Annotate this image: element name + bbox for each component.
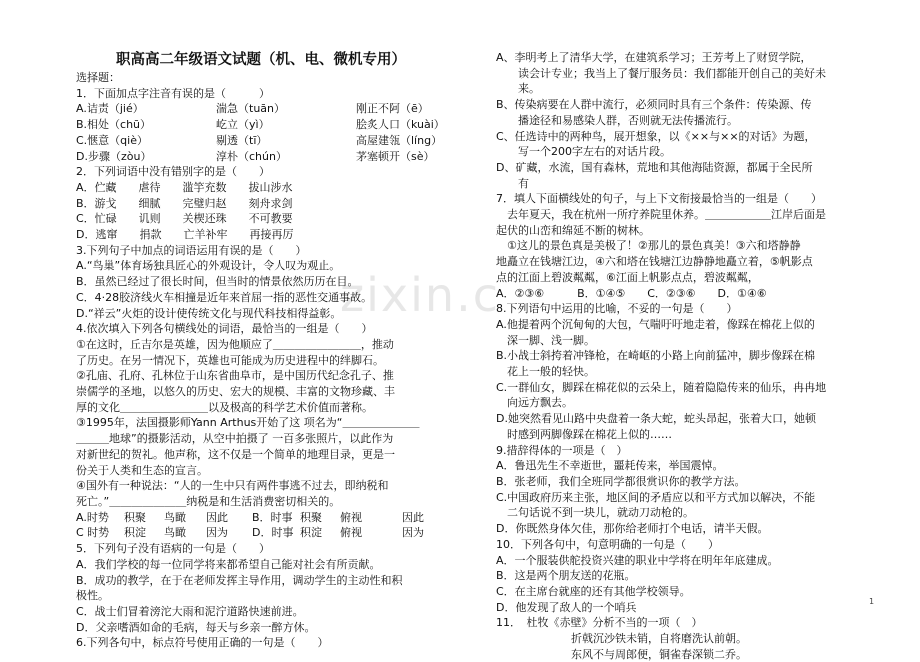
q3-option: A.“鸟巢”体育场独具匠心的外观设计，令人叹为观止。 bbox=[76, 259, 341, 273]
q9-option: A．鲁迅先生不幸逝世，噩耗传来，举国震悼。 bbox=[496, 459, 724, 473]
q9-option: D．你既然身体欠佳，那你给老师打个电话，请半天假。 bbox=[496, 522, 769, 536]
q4-passage-line: ④国外有一种说法：“人的一生中只有两件事逃不过去，即纳税和 bbox=[76, 479, 389, 493]
question-1-stem: 1．下面加点字注音有误的是（ ） bbox=[76, 86, 270, 100]
q4-option-word: 俯视 bbox=[340, 510, 362, 524]
q8-option: B.小战士斜挎着冲锋枪，在崎岖的小路上向前猛冲，脚步像踩在棉 bbox=[496, 349, 816, 363]
q2-option: D．逃窜 捐款 亡羊补牢 再接再厉 bbox=[76, 228, 294, 242]
q7-options: A．②③⑥ B．①④⑤ C．②③⑥ D．①④⑥ bbox=[496, 286, 767, 300]
q4-option-word: 因此 bbox=[206, 510, 228, 524]
q4-passage-line: 对新世纪的贺礼。他声称，这不仅是一个简单的地理目录，更是一 bbox=[76, 447, 395, 461]
q4-passage-line: 份关于人类和生态的宣言。 bbox=[76, 463, 208, 477]
q4-option-word: 鸟瞰 bbox=[164, 526, 186, 540]
q4-passage-line: ③1995年，法国摄影师Yann Arthus开始了这 项名为“＿＿＿＿＿＿＿ bbox=[76, 416, 420, 430]
q1-option: C.惬意（qiè） bbox=[76, 133, 148, 147]
question-1-options bbox=[76, 101, 476, 164]
q6-option: 有 bbox=[496, 176, 529, 190]
q4-passage-line: 了历史。在另一情况下，英雄也可能成为历史进程中的绊脚石。 bbox=[76, 353, 384, 367]
q9-option: C.中国政府历来主张，地区间的矛盾应以和平方式加以解决，不能 bbox=[496, 490, 816, 504]
q8-option: 深一脚、浅一脚。 bbox=[496, 333, 595, 347]
q1-option: B.相处（chū） bbox=[76, 118, 152, 132]
question-5-stem: 5．下列句子没有语病的一句是（ ） bbox=[76, 542, 270, 556]
q1-option: 高屋建瓴（líng） bbox=[356, 133, 443, 147]
q8-option: C.一群仙女，脚踩在棉花似的云朵上，随着隐隐传来的仙乐，冉冉地 bbox=[496, 380, 827, 394]
right-column bbox=[496, 50, 888, 662]
q8-option: D.她突然看见山路中央盘着一条大蛇，蛇头昂起，张着大口，她顿 bbox=[496, 412, 816, 426]
q4-passage-line: ①在这时，丘吉尔是英雄，因为他顺应了＿＿＿＿＿＿＿＿，推动 bbox=[76, 337, 394, 351]
q7-fragment: 点的江面上碧波粼粼，⑥江面上帆影点点，碧波粼粼， bbox=[496, 270, 759, 284]
q5-option: C．战士们冒着滂沱大雨和泥泞道路快速前进。 bbox=[76, 604, 304, 618]
q10-option: D．他发现了敌人的一个哨兵 bbox=[496, 600, 637, 614]
q8-option: 花上一般的轻快。 bbox=[496, 365, 595, 379]
q1-option: 淳朴（chún） bbox=[216, 149, 287, 163]
question-2-stem: 2．下列词语中没有错别字的是（ ） bbox=[76, 165, 270, 179]
q4-option-word: B．时事 bbox=[252, 510, 293, 524]
q5-option: D．父亲嗜酒如命的毛病，每天与乡亲一醉方休。 bbox=[76, 620, 316, 634]
q4-options bbox=[76, 510, 476, 541]
q1-option: 屹立（yì） bbox=[216, 118, 270, 132]
question-9-stem: 9.措辞得体的一项是（ ） bbox=[496, 443, 628, 457]
q4-option-word: C 时势 bbox=[76, 526, 110, 540]
q5-option: B．成功的教学，在于在老师发挥主导作用，调动学生的主动性和积 bbox=[76, 573, 403, 587]
q9-option: 二句话说不到一块儿，就动刀动枪的。 bbox=[496, 506, 694, 520]
q3-option: D.“祥云”火炬的设计使传统文化与现代科技相得益彰。 bbox=[76, 306, 342, 320]
q10-option: B．这是两个朋友送的花瓶。 bbox=[496, 569, 636, 583]
q6-option: 读会计专业；我当上了餐厅服务员：我们都能开创自己的美好未 bbox=[496, 66, 826, 80]
q1-option: 刚正不阿（ē） bbox=[356, 102, 429, 116]
question-7-stem: 7．填人下面横线处的句子，与上下文衔接最恰当的一组是（ ） bbox=[496, 192, 822, 206]
q11-poem-line: 折戟沉沙铁未销，自将磨洗认前朝。 bbox=[571, 632, 747, 646]
q4-option-word: 积聚 bbox=[124, 510, 146, 524]
q7-context: 起伏的山峦和绵延不断的树林。 bbox=[496, 223, 650, 237]
question-10-stem: 10．下列各句中，句意明确的一句是（ ） bbox=[496, 537, 719, 551]
q2-option: B．游戈 细腻 完璧归赵 刻舟求剑 bbox=[76, 196, 293, 210]
q1-option: D.步骤（zòu） bbox=[76, 149, 152, 163]
q6-option: D、矿藏，水流，国有森林，荒地和其他海陆资源，都属于全民所 bbox=[496, 160, 813, 174]
q1-option: 脍炙人口（kuài） bbox=[356, 118, 445, 132]
q4-option-word: 积淀 bbox=[124, 526, 146, 540]
q5-option: 极性。 bbox=[76, 589, 109, 603]
q7-fragment: 地矗立在钱塘江边，④六和塔在钱塘江边静静地矗立着，⑤帆影点 bbox=[496, 255, 813, 269]
question-6-stem: 6.下列各句中，标点符号使用正确的一句是（ ） bbox=[76, 636, 329, 650]
q6-option: C、任选诗中的两种鸟，展开想象，以《××与××的对话》为题， bbox=[496, 129, 816, 143]
q4-option-word: 因此 bbox=[402, 510, 424, 524]
q4-option-word: 积淀 bbox=[300, 526, 322, 540]
q4-passage-line: 崇儒学的圣地，以悠久的历史、宏大的规模、丰富的文物珍藏、丰 bbox=[76, 385, 395, 399]
q3-option: B．虽然已经过了很长时间，但当时的情景依然历历在目。 bbox=[76, 275, 359, 289]
q6-option: A、李明考上了清华大学，在建筑系学习；王芳考上了财贸学院， bbox=[496, 51, 812, 64]
q4-passage-line: 死亡。”＿＿＿＿＿＿＿纳税是和生活消费密切相关的。 bbox=[76, 494, 341, 508]
q4-option-word: D．时事 bbox=[252, 526, 294, 540]
q6-option: 播途径和易感染人群，否则就无法传播流行。 bbox=[496, 113, 738, 127]
question-11-stem: 11． 杜牧《赤壁》分析不当的一项（ ） bbox=[496, 616, 703, 630]
q7-context: 去年夏天，我在杭州一所疗养院里休养。＿＿＿＿＿＿江岸后面是 bbox=[496, 208, 826, 222]
q4-option-word: A.时势 bbox=[76, 510, 109, 524]
q10-option: A．一个服装供舵投资兴建的职业中学将在明年年底建成。 bbox=[496, 553, 779, 567]
q4-option-word: 因为 bbox=[402, 526, 424, 540]
question-4-stem: 4.依次填入下列各句横线处的词语，最恰当的一组是（ ） bbox=[76, 322, 373, 336]
q1-option: A.诘责（jié） bbox=[76, 102, 144, 116]
q6-option: 来。 bbox=[496, 82, 540, 96]
q8-option: A.他提着两个沉甸甸的大包，气喘吁吁地走着，像踩在棉花上似的 bbox=[496, 317, 815, 331]
q7-fragment: ①这儿的景色真是美极了！②那儿的景色真美！③六和塔静静 bbox=[496, 239, 801, 253]
q8-option: 向远方飘去。 bbox=[496, 396, 573, 410]
q1-option: 剔透（tī） bbox=[216, 133, 268, 147]
page-number: 1 bbox=[869, 597, 875, 606]
q4-passage-line: ＿＿＿地球”的摄影活动，从空中拍摄了 一百多张照片，以此作为 bbox=[76, 432, 394, 446]
question-8-stem: 8.下列语句中运用的比喻，不妥的一句是（ ） bbox=[496, 302, 738, 316]
q4-option-word: 因为 bbox=[206, 526, 228, 540]
q4-option-word: 鸟瞰 bbox=[164, 510, 186, 524]
page-title: 职高高二年级语文试题（机、电、微机专用） bbox=[116, 51, 406, 68]
left-column bbox=[76, 0, 476, 651]
q8-option: 时感到两脚像踩在棉花上似的…… bbox=[496, 427, 672, 441]
q4-option-word: 积聚 bbox=[300, 510, 322, 524]
q10-option: C．在主席台就座的还有其他学校领导。 bbox=[496, 584, 691, 598]
q2-option: C．忙碌 讥则 关楔还珠 不可教要 bbox=[76, 212, 293, 226]
q1-option: 茅塞顿开（sè） bbox=[356, 149, 435, 163]
q4-passage-line: 厚的文化＿＿＿＿＿＿＿＿以及极高的科学艺术价值而著称。 bbox=[76, 400, 373, 414]
question-3-stem: 3.下列句子中加点的词语运用有误的是（ ） bbox=[76, 243, 307, 257]
q11-poem-line: 东风不与周郎便，铜雀春深锁二乔。 bbox=[571, 647, 747, 661]
section-heading: 选择题： bbox=[76, 71, 120, 84]
q4-passage-line: ②孔庙、孔府、孔林位于山东省曲阜市，是中国历代纪念孔子、推 bbox=[76, 369, 394, 383]
q5-option: A．我们学校的每一位同学将来都希望自己能对社会有所贡献。 bbox=[76, 557, 381, 571]
q6-option: B、传染病要在人群中流行，必须同时具有三个条件：传染源、传 bbox=[496, 98, 812, 112]
q9-option: B．张老师，我们全班同学都很赏识你的教学方法。 bbox=[496, 474, 746, 488]
q1-option: 湍急（tuān） bbox=[216, 102, 285, 116]
q4-option-word: 俯视 bbox=[340, 526, 362, 540]
q6-option: 写一个200字左右的对话片段。 bbox=[496, 145, 671, 159]
q3-option: C．4·28胶济线火车相撞是近年来首屈一指的恶性交通事故。 bbox=[76, 290, 373, 304]
q2-option: A．伫藏 虐待 滥竽充数 拔山涉水 bbox=[76, 180, 293, 194]
watermark: zixin.c bbox=[340, 268, 500, 322]
